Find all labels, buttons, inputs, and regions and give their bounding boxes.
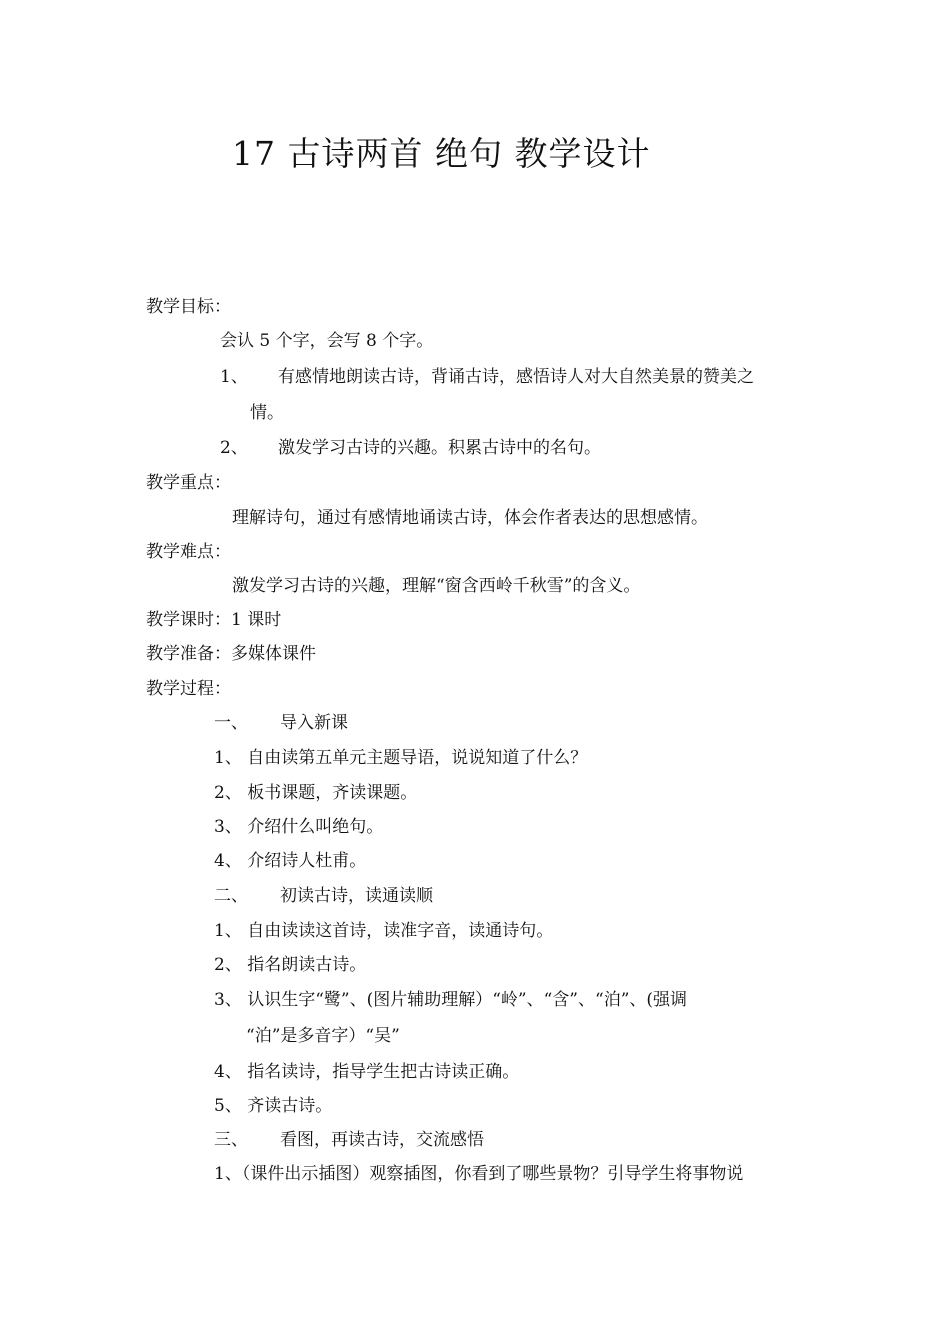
list-item: 3、 介绍什么叫绝句。 <box>214 817 384 837</box>
process-heading: 教学过程： <box>146 679 231 699</box>
key-points-heading: 教学重点： <box>146 473 231 493</box>
list-item-cont: “泊”是多音字）“吴” <box>246 1026 400 1046</box>
section-3-num: 三、 <box>214 1130 248 1150</box>
goal-item-2-num: 2、 <box>220 438 248 458</box>
list-item: 3、 认识生字“鹭”、(图片辅助理解）“岭”、“含”、“泊”、(强调 <box>214 990 688 1010</box>
section-1-num: 一、 <box>214 713 248 733</box>
list-item: 1、 自由读读这首诗，读准字音，读通诗句。 <box>214 921 554 941</box>
section-2-title: 初读古诗，读通读顺 <box>280 886 433 906</box>
list-item: 5、 齐读古诗。 <box>214 1096 333 1116</box>
section-2-num: 二、 <box>214 886 248 906</box>
list-item: 4、 指名读诗，指导学生把古诗读正确。 <box>214 1062 520 1082</box>
difficulties-text: 激发学习古诗的兴趣，理解“窗含西岭千秋雪”的含义。 <box>232 576 641 596</box>
goal-item-1-num: 1、 <box>220 367 248 387</box>
difficulties-heading: 教学难点： <box>146 542 231 562</box>
class-hours: 教学课时：1 课时 <box>146 610 282 630</box>
section-3-title: 看图，再读古诗，交流感悟 <box>280 1130 484 1150</box>
key-points-text: 理解诗句，通过有感情地诵读古诗，体会作者表达的思想感情。 <box>232 508 708 528</box>
page-title: 17 古诗两首 绝句 教学设计 <box>232 134 651 173</box>
list-item: 4、 介绍诗人杜甫。 <box>214 851 367 871</box>
goal-item-2-text: 激发学习古诗的兴趣。积累古诗中的名句。 <box>278 438 601 458</box>
list-item: 1、（课件出示插图）观察插图，你看到了哪些景物？引导学生将事物说 <box>214 1164 744 1184</box>
goal-item-0: 会认 5 个字，会写 8 个字。 <box>220 331 434 351</box>
goal-item-1-text: 有感情地朗读古诗，背诵古诗，感悟诗人对大自然美景的赞美之 <box>278 367 754 387</box>
list-item: 2、 指名朗读古诗。 <box>214 955 367 975</box>
list-item: 1、 自由读第五单元主题导语，说说知道了什么？ <box>214 748 588 768</box>
goal-item-1-cont: 情。 <box>250 403 284 423</box>
list-item: 2、 板书课题，齐读课题。 <box>214 783 418 803</box>
preparation: 教学准备：多媒体课件 <box>146 644 316 664</box>
section-1-title: 导入新课 <box>280 713 348 733</box>
goals-heading: 教学目标： <box>146 297 231 317</box>
